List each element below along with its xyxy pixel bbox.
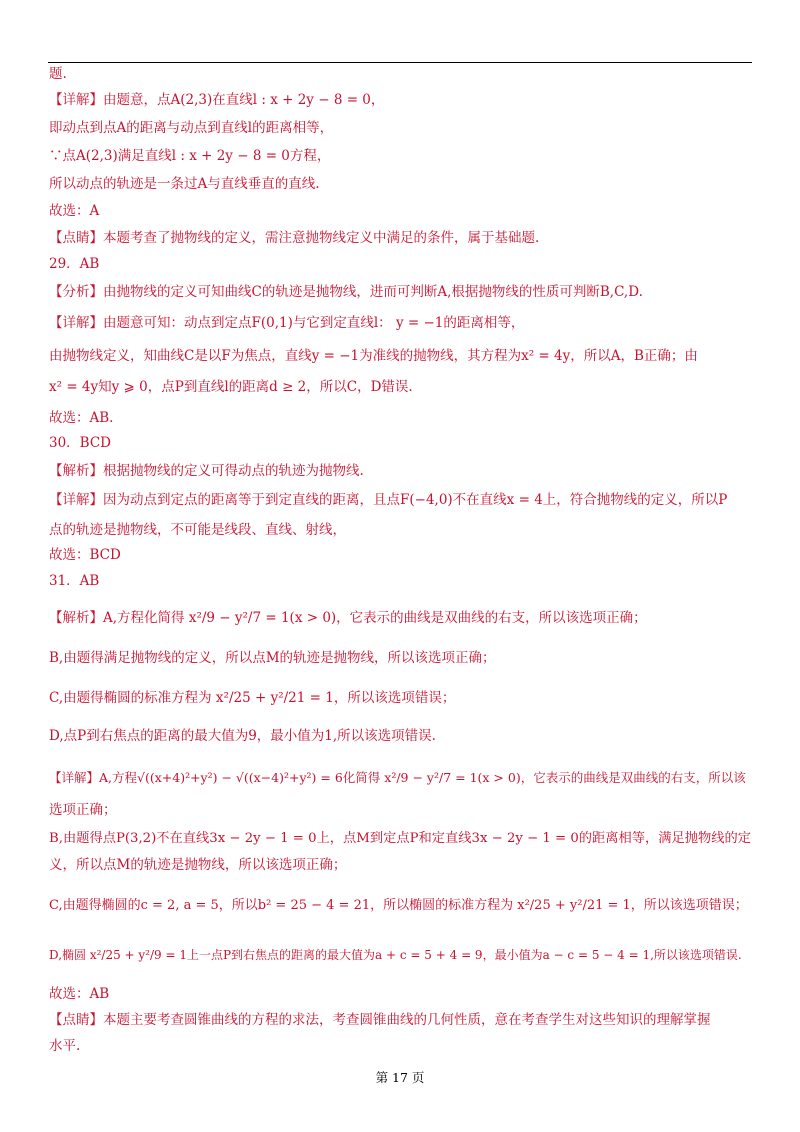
text-line: 【详解】因为动点到定点的距离等于到定直线的距离，且点F(−4,0)不在直线x = 4上，符合抛物线的定义，所以P xyxy=(49,492,728,508)
text-line: 【详解】由题意可知：动点到定点F(0,1)与它到定直线l： y = −1的距离相等， xyxy=(49,315,525,331)
answer-30: 30．BCD xyxy=(49,435,112,451)
text-line: 水平. xyxy=(49,1038,81,1054)
text-line: 所以动点的轨迹是一条过A与直线垂直的直线. xyxy=(49,176,320,192)
text-line: 选项正确； xyxy=(49,802,117,818)
text-line: 【点睛】本题主要考查圆锥曲线的方程的求法，考查圆锥曲线的几何性质，意在考查学生对这些知识的理解掌握 xyxy=(49,1012,711,1028)
text-line: 【详解】由题意，点A(2,3)在直线l : x + 2y − 8 = 0， xyxy=(49,92,385,108)
header-rule xyxy=(48,62,752,63)
text-line: 题. xyxy=(49,66,67,82)
page-number: 第 17 页 xyxy=(375,1070,425,1085)
text-line: D,椭圆 x²/25 + y²/9 = 1上一点P到右焦点的距离的最大值为a + c = 5 + 4 = 9，最小值为a − c = 5 − 4 = 1,所以该选项错误. xyxy=(49,948,742,962)
answer-31: 31．AB xyxy=(49,573,100,589)
text-line: 【分析】由抛物线的定义可知曲线C的轨迹是抛物线，进而可判断A,根据抛物线的性质可判断B,C,D. xyxy=(49,284,643,300)
text-line: D,点P到右焦点的距离的最大值为9，最小值为1,所以该选项错误. xyxy=(49,728,436,744)
text-line: 点的轨迹是抛物线，不可能是线段、直线、射线， xyxy=(49,522,346,538)
text-line: C,由题得椭圆的c = 2, a = 5，所以b² = 25 − 4 = 21，所以椭圆的标准方程为 x²/25 + y²/21 = 1，所以该选项错误； xyxy=(49,898,748,913)
text-line: 【解析】根据抛物线的定义可得动点的轨迹为抛物线. xyxy=(49,463,364,479)
text-line: 故选：A xyxy=(49,203,100,219)
text-line: 【点睛】本题考查了抛物线的定义，需注意抛物线定义中满足的条件，属于基础题. xyxy=(49,230,540,246)
text-line: 故选：AB. xyxy=(49,410,114,426)
text-line: 【解析】A,方程化简得 x²/9 − y²/7 = 1(x > 0)，它表示的曲线是双曲线的右支，所以该选项正确； xyxy=(49,610,647,626)
text-line: 即动点到点A的距离与动点到直线l的距离相等， xyxy=(49,120,334,136)
text-line: B,由题得满足抛物线的定义，所以点M的轨迹是抛物线，所以该选项正确； xyxy=(49,650,496,666)
text-line: x² = 4y知y ⩾ 0，点P到直线l的距离d ≥ 2，所以C，D错误. xyxy=(49,379,413,395)
text-line: B,由题得点P(3,2)不在直线3x − 2y − 1 = 0上，点M到定点P和定直线3x − 2y − 1 = 0的距离相等，满足抛物线的定 xyxy=(49,831,752,846)
text-line: ∵点A(2,3)满足直线l : x + 2y − 8 = 0方程， xyxy=(49,148,331,164)
text-line: 由抛物线定义，知曲线C是以F为焦点，直线y = −1为准线的抛物线，其方程为x² = 4y，所以A，B正确；由 xyxy=(49,348,698,364)
text-line: C,由题得椭圆的标准方程为 x²/25 + y²/21 = 1，所以该选项错误； xyxy=(49,690,456,706)
text-line: 故选：AB xyxy=(49,986,110,1002)
text-line: 【详解】A,方程√((x+4)²+y²) − √((x−4)²+y²) = 6化简得 x²/9 − y²/7 = 1(x > 0)，它表示的曲线是双曲线的右支，所以该 xyxy=(49,770,746,785)
text-line: 义，所以点M的轨迹是抛物线，所以该选项正确； xyxy=(49,857,347,873)
text-line: 故选：BCD xyxy=(49,547,121,563)
answer-29: 29．AB xyxy=(49,256,100,272)
